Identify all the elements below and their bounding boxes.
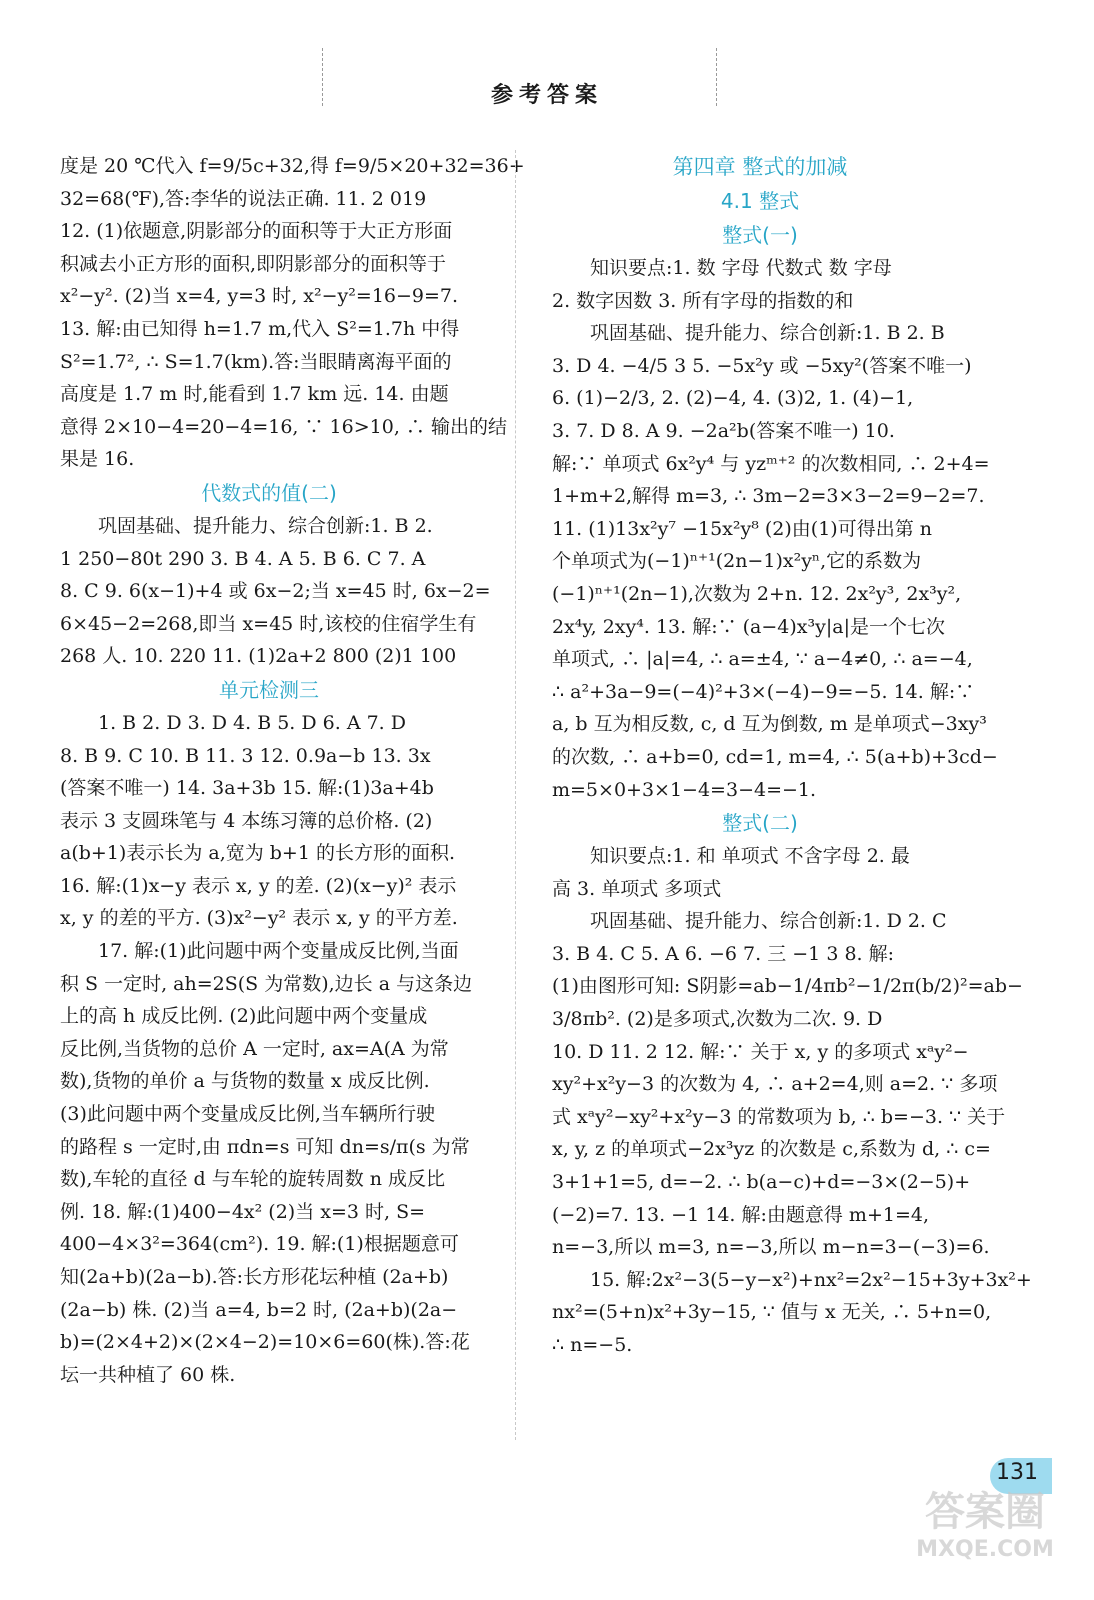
text-line: 意得 2×10−4=20−4=16, ∵ 16>10, ∴ 输出的结 <box>60 415 507 438</box>
text-line: 6. (1)−2/3, 2. (2)−4, 4. (3)2, 1. (4)−1, <box>552 387 914 410</box>
text-line: 12. (1)依题意,阴影部分的面积等于大正方形面 <box>60 220 453 243</box>
text-line: (3)此问题中两个变量成反比例,当车辆所行驶 <box>60 1103 435 1126</box>
section-heading: 整式(一) <box>722 223 798 247</box>
text-line: (答案不唯一) 14. 3a+3b 15. 解:(1)3a+4b <box>60 777 434 800</box>
text-line: 3. 7. D 8. A 9. −2a²b(答案不唯一) 10. <box>552 419 895 442</box>
text-line: 巩固基础、提升能力、综合创新:1. B 2. <box>98 514 433 537</box>
text-line: 高 3. 单项式 多项式 <box>552 877 722 900</box>
text-line: ∴ n=−5. <box>552 1334 633 1356</box>
text-line: 1 250−80t 290 3. B 4. A 5. B 6. C 7. A <box>60 547 426 570</box>
text-line: 6×45−2=268,即当 x=45 时,该校的住宿学生有 <box>60 612 477 635</box>
text-line: 8. B 9. C 10. B 11. 3 12. 0.9a−b 13. 3x <box>60 744 431 767</box>
text-line: ∴ a²+3a−9=(−4)²+3×(−4)−9=−5. 14. 解:∵ <box>552 680 975 703</box>
text-line: 3/8πb². (2)是多项式,次数为二次. 9. D <box>552 1008 883 1031</box>
text-line: 巩固基础、提升能力、综合创新:1. B 2. B <box>590 322 945 345</box>
text-line: 个单项式为(−1)ⁿ⁺¹(2n−1)x²yⁿ,它的系数为 <box>552 550 922 573</box>
text-line: 度是 20 ℃代入 f=9/5c+32,得 f=9/5×20+32=36+ <box>60 155 525 177</box>
text-line: 3. D 4. −4/5 3 5. −5x²y 或 −5xy²(答案不唯一) <box>552 354 972 377</box>
section-heading: 4.1 整式 <box>720 189 800 213</box>
section-heading: 单元检测三 <box>219 677 319 702</box>
text-line: 积减去小正方形的面积,即阴影部分的面积等于 <box>60 252 447 275</box>
text-line: 15. 解:2x²−3(5−y−x²)+nx²=2x²−15+3y+3x²+ <box>590 1268 1032 1291</box>
text-line: 8. C 9. 6(x−1)+4 或 6x−2;当 x=45 时, 6x−2= <box>60 580 491 603</box>
text-line: n=−3,所以 m=3, n=−3,所以 m−n=3−(−3)=6. <box>552 1236 990 1259</box>
text-line: 1. B 2. D 3. D 4. B 5. D 6. A 7. D <box>98 711 406 734</box>
text-line: 11. (1)13x²y⁷ −15x²y⁸ (2)由(1)可得出第 n <box>552 517 932 540</box>
text-line: xy²+x²y−3 的次数为 4, ∴ a+2=4,则 a=2. ∵ 多项 <box>552 1073 998 1096</box>
text-line: 知(2a+b)(2a−b).答:长方形花坛种植 (2a+b) <box>60 1266 449 1288</box>
text-line: (2a−b) 株. (2)当 a=4, b=2 时, (2a+b)(2a− <box>60 1298 458 1321</box>
text-line: 17. 解:(1)此问题中两个变量成反比例,当面 <box>98 940 459 963</box>
text-line: nx²=(5+n)x²+3y−15, ∵ 值与 x 无关, ∴ 5+n=0, <box>552 1301 992 1324</box>
text-line: 3. B 4. C 5. A 6. −6 7. 三 −1 3 8. 解: <box>552 942 895 965</box>
text-line: x, y, z 的单项式−2x³yz 的次数是 c,系数为 d, ∴ c= <box>552 1138 991 1161</box>
right-column <box>552 150 1032 1362</box>
text-line: 2x⁴y, 2xy⁴. 13. 解:∵ (a−4)x³y|a|是一个七次 <box>552 615 945 638</box>
text-line: 解:∵ 单项式 6x²y⁴ 与 yzᵐ⁺² 的次数相同, ∴ 2+4= <box>552 452 990 475</box>
section-heading: 代数式的值(二) <box>201 480 337 505</box>
text-line: m=5×0+3×1−4=3−4=−1. <box>552 778 817 801</box>
watermark-logo: 答案圈 <box>925 1489 1045 1535</box>
text-line: 积 S 一定时, ah=2S(S 为常数),边长 a 与这条边 <box>60 972 473 995</box>
text-line: a, b 互为相反数, c, d 互为倒数, m 是单项式−3xy³ <box>552 713 987 736</box>
section-heading: 整式(二) <box>722 811 798 836</box>
column-divider <box>515 150 517 1440</box>
text-line: 坛一共种植了 60 株. <box>60 1363 236 1386</box>
text-line: S²=1.7², ∴ S=1.7(km).答:当眼睛离海平面的 <box>60 350 452 373</box>
text-line: 式 xᵃy²−xy²+x²y−3 的常数项为 b, ∴ b=−3. ∵ 关于 <box>552 1105 1006 1128</box>
text-line: (1)由图形可知: S阴影=ab−1/4πb²−1/2π(b/2)²=ab− <box>552 975 1023 998</box>
page-number: 131 <box>996 1460 1038 1485</box>
text-line: 10. D 11. 2 12. 解:∵ 关于 x, y 的多项式 xᵃy²− <box>552 1040 969 1063</box>
text-line: x, y 的差的平方. (3)x²−y² 表示 x, y 的平方差. <box>60 907 458 930</box>
text-line: 1+m+2,解得 m=3, ∴ 3m−2=3×3−2=9−2=7. <box>552 485 985 508</box>
text-line: 268 人. 10. 220 11. (1)2a+2 800 (2)1 100 <box>60 645 457 668</box>
text-line: 果是 16. <box>60 448 135 471</box>
text-line: 的次数, ∴ a+b=0, cd=1, m=4, ∴ 5(a+b)+3cd− <box>552 745 998 768</box>
text-line: 知识要点:1. 数 字母 代数式 数 字母 <box>590 257 892 279</box>
text-line: 反比例,当货物的总价 A 一定时, ax=A(A 为常 <box>60 1037 449 1060</box>
text-line: x²−y². (2)当 x=4, y=3 时, x²−y²=16−9=7. <box>60 285 459 308</box>
text-line: 16. 解:(1)x−y 表示 x, y 的差. (2)(x−y)² 表示 <box>60 874 457 897</box>
left-column <box>60 150 525 1391</box>
text-line: 数),货物的单价 a 与货物的数量 x 成反比例. <box>60 1070 430 1093</box>
text-line: a(b+1)表示长为 a,宽为 b+1 的长方形的面积. <box>60 842 456 865</box>
text-line: 400−4×3²=364(cm²). 19. 解:(1)根据题意可 <box>60 1233 459 1256</box>
watermark <box>900 1488 1070 1564</box>
text-line: 上的高 h 成反比例. (2)此问题中两个变量成 <box>60 1005 428 1028</box>
text-line: 数),车轮的直径 d 与车轮的旋转周数 n 成反比 <box>60 1168 446 1191</box>
text-line: 知识要点:1. 和 单项式 不含字母 2. 最 <box>590 845 910 868</box>
text-line: 的路程 s 一定时,由 πdn=s 可知 dn=s/π(s 为常 <box>60 1135 470 1158</box>
text-line: 2. 数字因数 3. 所有字母的指数的和 <box>552 289 854 312</box>
text-line: 巩固基础、提升能力、综合创新:1. D 2. C <box>590 910 947 933</box>
text-line: 例. 18. 解:(1)400−4x² (2)当 x=3 时, S= <box>60 1200 426 1223</box>
text-line: 13. 解:由已知得 h=1.7 m,代入 S²=1.7h 中得 <box>60 317 460 340</box>
page-title: 参考答案 <box>490 83 603 108</box>
text-line: 32=68(℉),答:李华的说法正确. 11. 2 019 <box>60 187 427 210</box>
text-line: 高度是 1.7 m 时,能看到 1.7 km 远. 14. 由题 <box>60 383 449 406</box>
text-line: (−1)ⁿ⁺¹(2n−1),次数为 2+n. 12. 2x²y³, 2x³y², <box>552 582 962 605</box>
watermark-url: MXQE.COM <box>916 1537 1054 1562</box>
text-line: 表示 3 支圆珠笔与 4 本练习簿的总价格. (2) <box>60 809 433 832</box>
text-line: (−2)=7. 13. −1 14. 解:由题意得 m+1=4, <box>552 1203 929 1226</box>
text-line: 单项式, ∴ |a|=4, ∴ a=±4, ∵ a−4≠0, ∴ a=−4, <box>552 648 973 671</box>
text-line: b)=(2×4+2)×(2×4−2)=10×6=60(株).答:花 <box>60 1331 470 1354</box>
section-heading: 第四章 整式的加减 <box>672 155 848 179</box>
text-line: 3+1+1=5, d=−2. ∴ b(a−c)+d=−3×(2−5)+ <box>552 1171 971 1194</box>
